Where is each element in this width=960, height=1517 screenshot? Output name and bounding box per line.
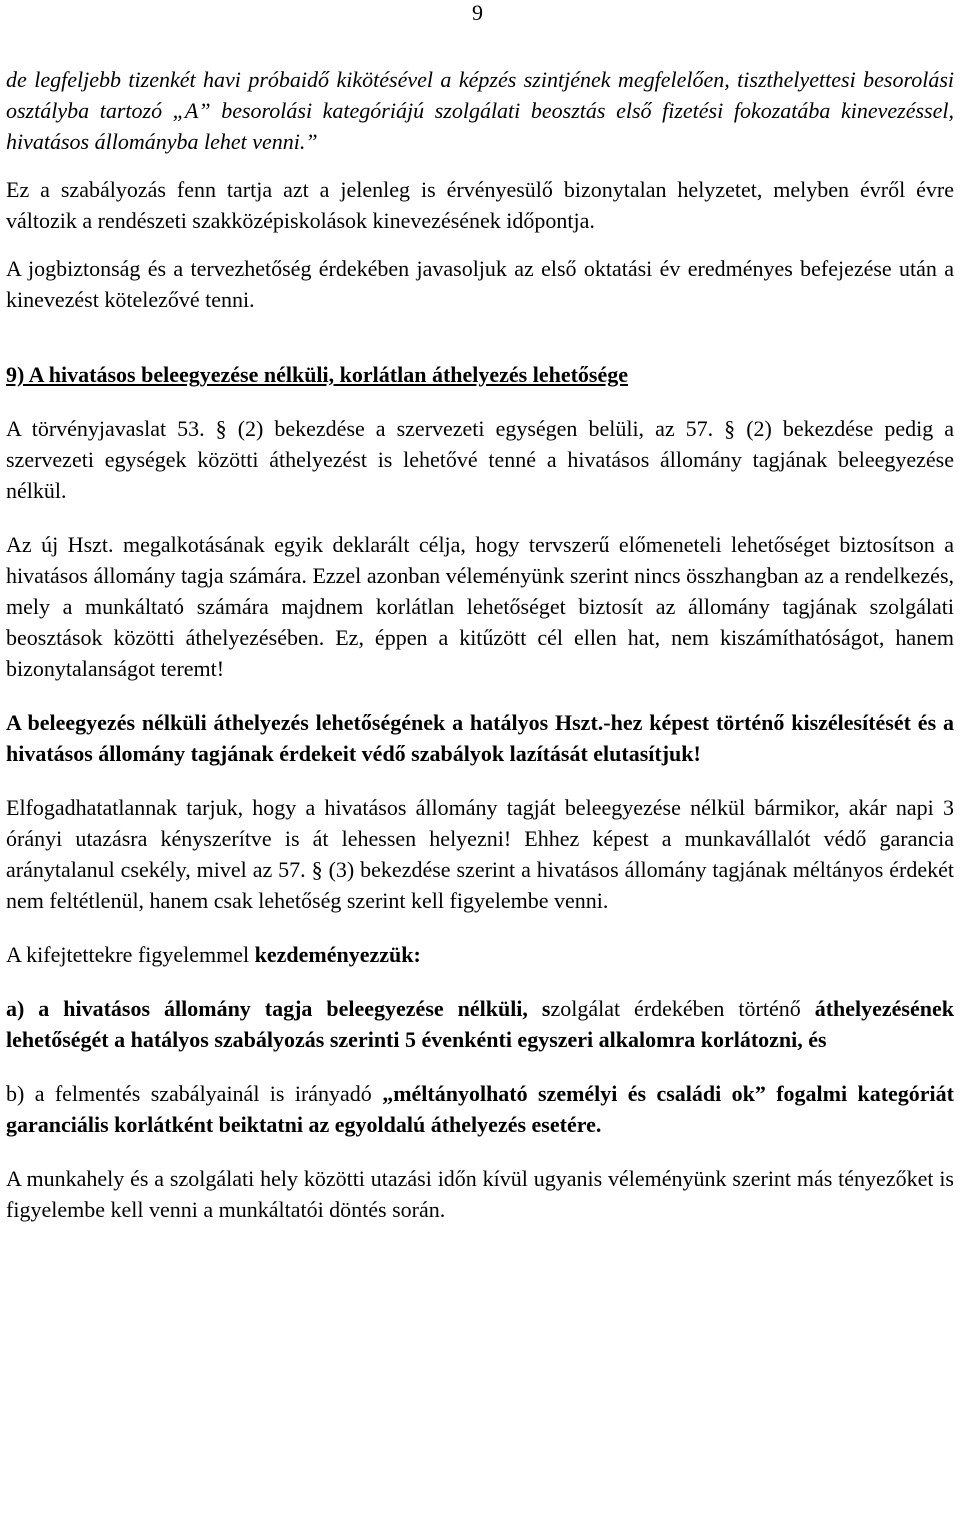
list-item-a: [6, 993, 954, 1055]
paragraph-initiative: [6, 939, 954, 970]
paragraph-regulation: Ez a szabályozás fenn tartja azt a jelenleg is érvényesülő bizonytalan helyzetet, melyben évről évre változik a rendészeti szakközépiskolások kinevezésének időpontja.: [6, 177, 954, 233]
paragraph-bill-reference: A törvényjavaslat 53. § (2) bekezdése a szervezeti egységen belüli, az 57. § (2) bekezdése pedig a szervezeti egységek közötti áthelyezést is lehetővé tenné a hivatásos állomány tagjának beleegyezése nélkül.: [6, 416, 954, 503]
page-number: 9: [472, 0, 483, 25]
document-body: [6, 64, 954, 1225]
paragraph-unacceptable: Elfogadhatatlannak tarjuk, hogy a hivatásos állomány tagját beleegyezése nélkül bármikor, akár napi 3 órányi utazásra kényszerítve is át lehessen helyezni! Ehhez képest a munkavállalót védő garancia aránytalanul csekély, mivel az 57. § (3) bekezdése szerint a hivatásos állomány tagjának méltányos érdekét nem feltétlenül, hanem csak lehetőség szerint kell figyelembe venni.: [6, 795, 954, 913]
section-heading: 9) A hivatásos beleegyezése nélküli, korlátlan áthelyezés lehetősége: [6, 362, 629, 387]
paragraph-travel-time: A munkahely és a szolgálati hely közötti utazási időn kívül ugyanis véleményünk szerint más tényezőket is figyelembe kell venni a munkáltatói döntés során.: [6, 1166, 954, 1222]
quoted-paragraph: de legfeljebb tizenkét havi próbaidő kikötésével a képzés szintjének megfelelően, tiszthelyettesi besorolási osztályba tartozó „A” besorolási kategóriájú szolgálati beosztás első fizetési fokozatába kinevezéssel, hivatásos állományba lehet venni.”: [6, 67, 954, 154]
item-b-normal: b) a felmentés szabályainál is irányadó: [6, 1081, 383, 1106]
item-a-normal: zolgálat érdekében történő: [550, 996, 815, 1021]
item-a-bold-start: a) a hivatásos állomány tagja beleegyezése nélküli, s: [6, 996, 551, 1021]
list-item-b: [6, 1078, 954, 1140]
item-a-bold-end: áthelyezésének lehetőségét a hatályos szabályozás szerinti 5 évenkénti egyszeri alkalomra korlátozni, és: [6, 996, 954, 1052]
paragraph-rejection: A beleegyezés nélküli áthelyezés lehetőségének a hatályos Hszt.-hez képest történő kiszélesítését és a hivatásos állomány tagjának érdekeit védő szabályok lazítását elutasítjuk!: [6, 710, 954, 766]
paragraph-hszt-goal: Az új Hszt. megalkotásának egyik deklarált célja, hogy tervszerű előmeneteli lehetőséget biztosítson a hivatásos állomány tagja számára. Ezzel azonban véleményünk szerint nincs összhangban az a rendelkezés, mely a munkáltató számára majdnem korlátlan lehetőséget biztosít az állomány tagjának szolgálati beosztások közötti áthelyezésében. Ez, éppen a kitűzött cél ellen hat, nem kiszámíthatóságot, hanem bizonytalanságot teremt!: [6, 532, 954, 681]
initiative-text: A kifejtettekre figyelemmel: [6, 942, 255, 967]
paragraph-proposal: A jogbiztonság és a tervezhetőség érdekében javasoljuk az első oktatási év eredményes befejezése után a kinevezést kötelezővé tenni.: [6, 256, 954, 312]
item-b-bold: „méltányolható személyi és családi ok” fogalmi kategóriát garanciális korlátként beiktatni az egyoldalú áthelyezés esetére.: [6, 1081, 954, 1137]
initiative-emphasis: kezdeményezzük:: [254, 942, 421, 967]
